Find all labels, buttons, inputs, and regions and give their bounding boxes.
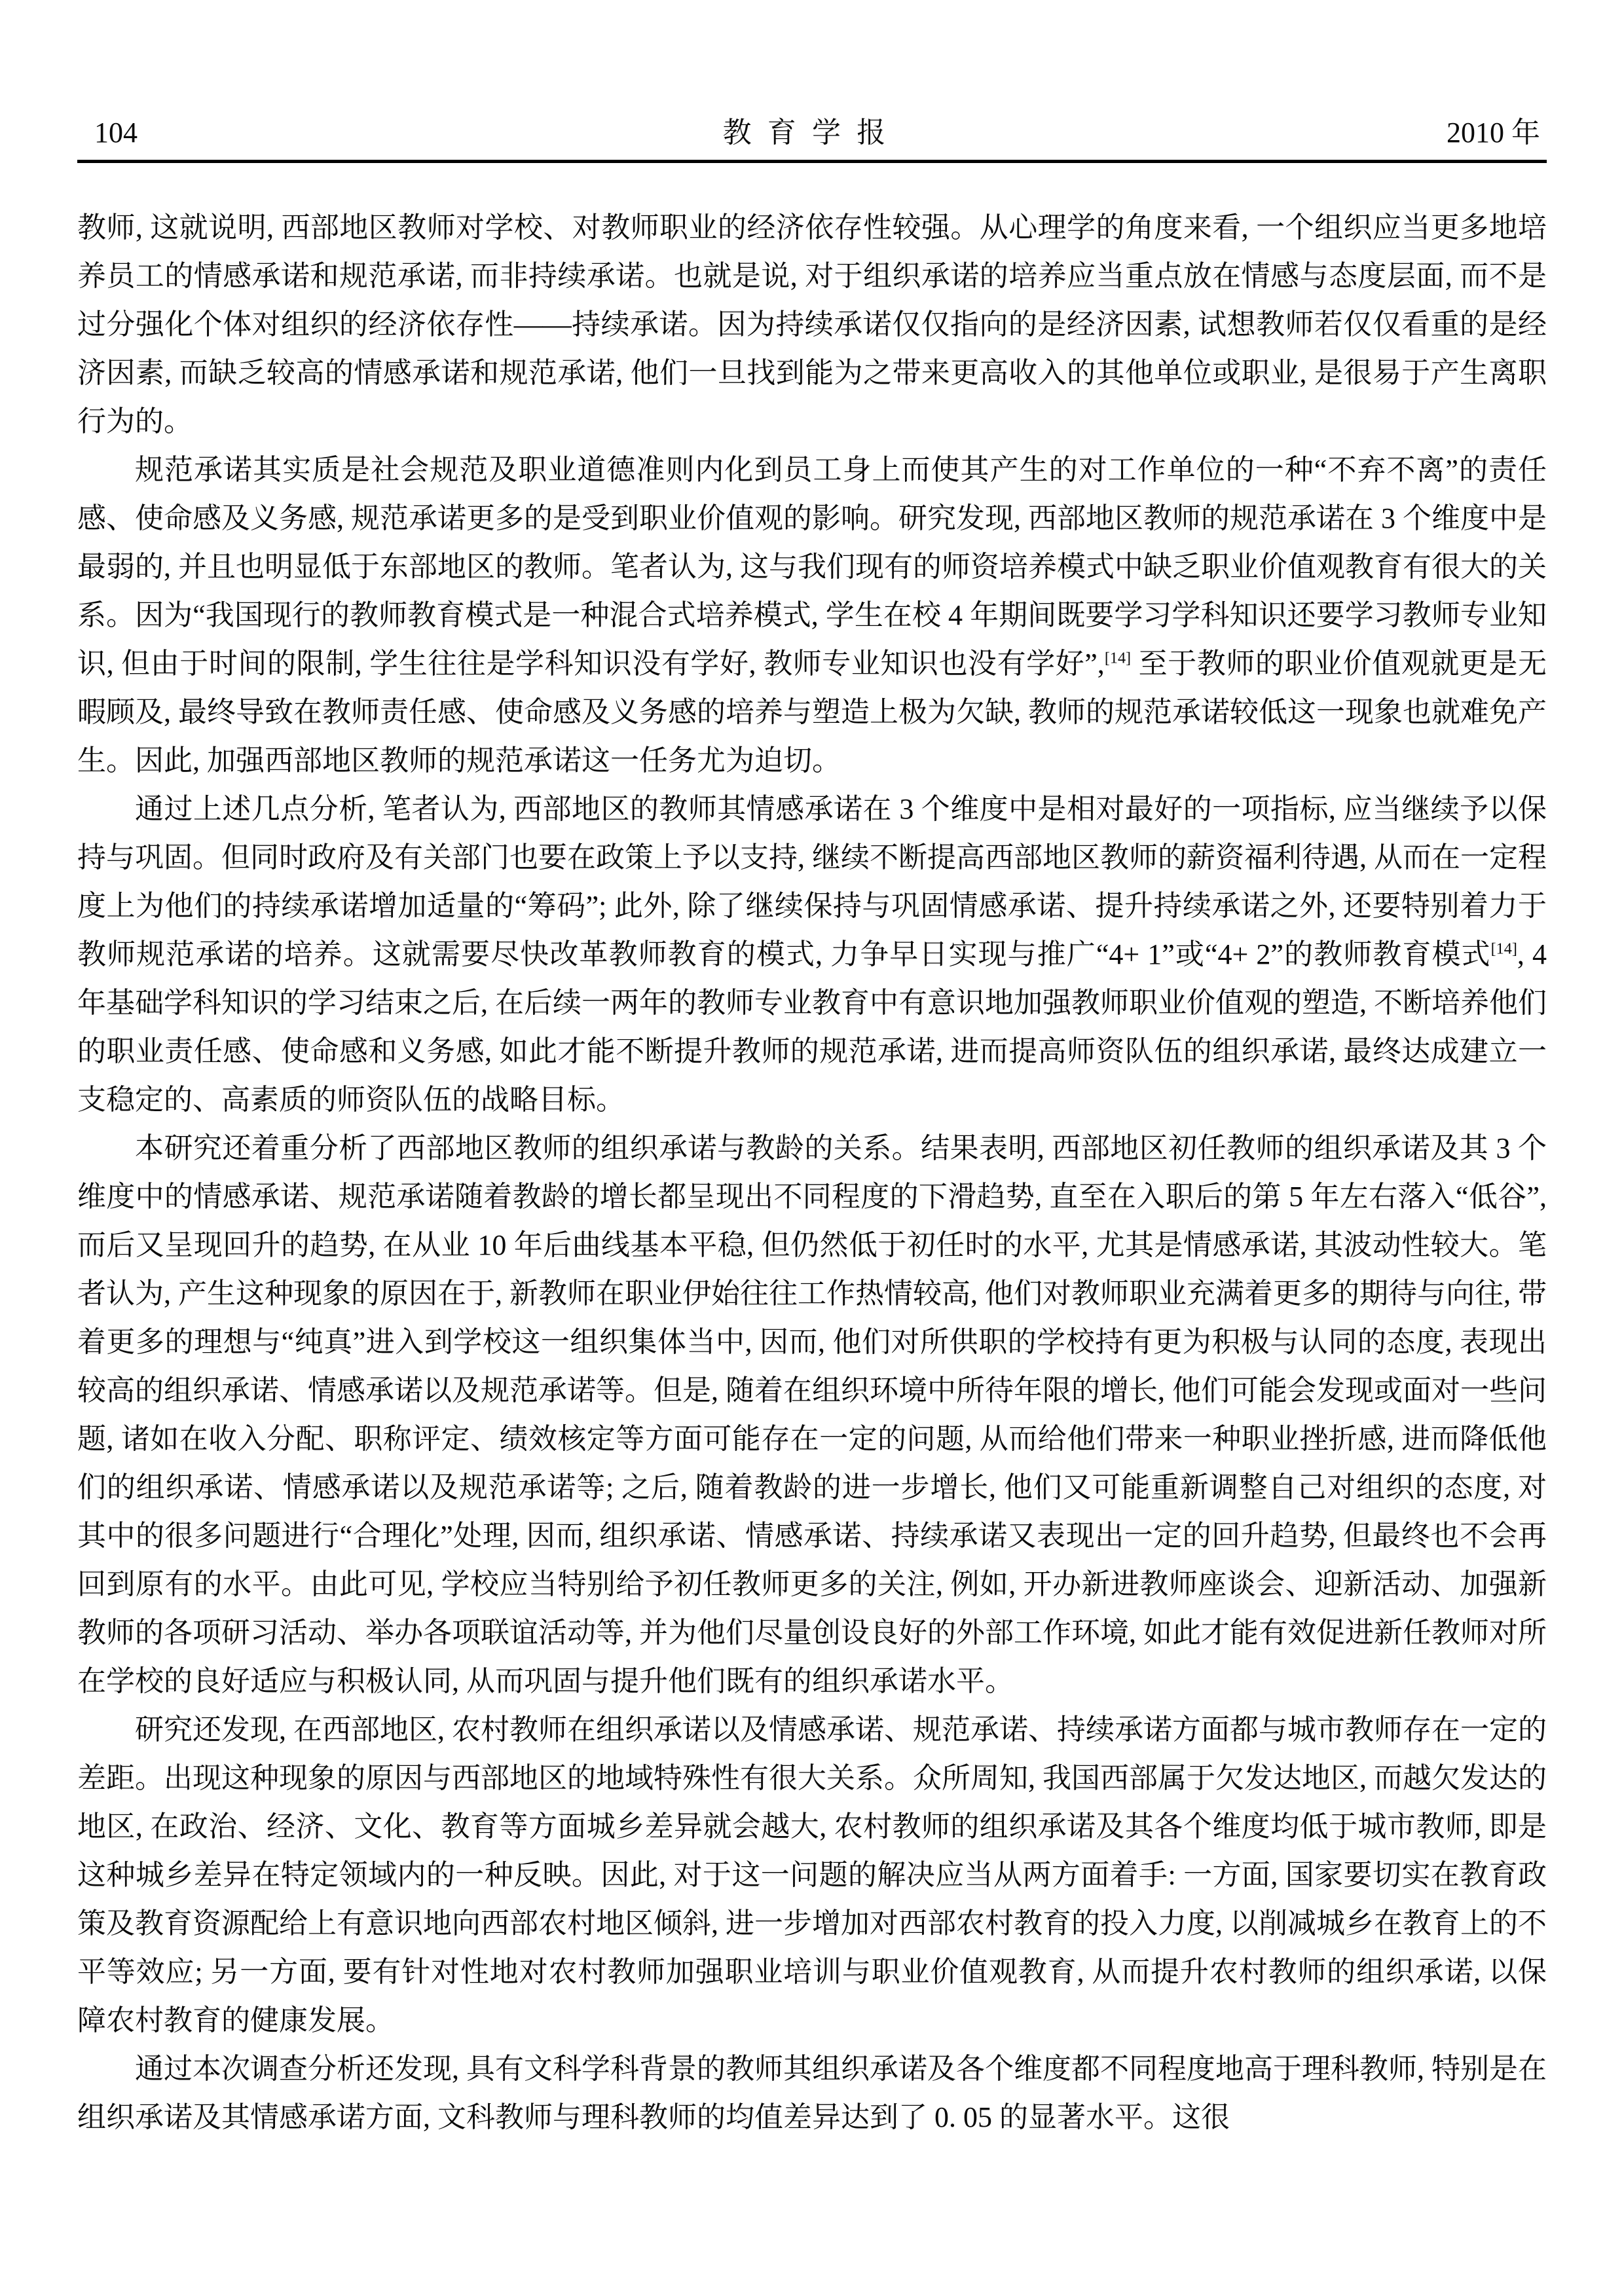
body-text <box>77 204 1547 2142</box>
paragraph <box>77 204 1547 446</box>
text-run: 研究还发现, 在西部地区, 农村教师在组织承诺以及情感承诺、规范承诺、持续承诺方面都与城市教师存在一定的差距。出现这种现象的原因与西部地区的地域特殊性有很大关系。众所周知, 我国西部属于欠发达地区, 而越欠发达的地区, 在政治、经济、文化、教育等方面城乡差异就会越大, 农村教师的组织承诺及其各个维度均低于城市教师, 即是这种城乡差异在特定领域内的一种反映。因此, 对于这一问题的解决应当从两方面着手: 一方面, 国家要切实在教育政策及教育资源配给上有意识地向西部农村地区倾斜, 进一步增加对西部农村教育的投入力度, 以削减城乡在教育上的不平等效应; 另一方面, 要有针对性地对农村教师加强职业培训与职业价值观教育, 从而提升农村教师的组织承诺, 以保障农村教育的健康发展。 <box>77 1714 1547 2036</box>
page-number: 104 <box>94 117 138 149</box>
paragraph <box>77 785 1547 1124</box>
paragraph <box>77 1124 1547 1706</box>
text-run: , 4 年基础学科知识的学习结束之后, 在后续一两年的教师专业教育中有意识地加强教师职业价值观的塑造, 不断培养他们的职业责任感、使命感和义务感, 如此才能不断提升教师的规范承诺, 进而提高师资队伍的组织承诺, 最终达成建立一支稳定的、高素质的师资队伍的战略目标。 <box>77 938 1547 1116</box>
issue-year: 2010 年 <box>1447 117 1540 149</box>
text-run: 本研究还着重分析了西部地区教师的组织承诺与教龄的关系。结果表明, 西部地区初任教师的组织承诺及其 3 个维度中的情感承诺、规范承诺随着教龄的增长都呈现出不同程度的下滑趋势, 直至在入职后的第 5 年左右落入“低谷”, 而后又呈现回升的趋势, 在从业 10 年后曲线基本平稳, 但仍然低于初任时的水平, 尤其是情感承诺, 其波动性较大。笔者认为, 产生这种现象的原因在于, 新教师在职业伊始往往工作热情较高, 他们对教师职业充满着更多的期待与向往, 带着更多的理想与“纯真”进入到学校这一组织集体当中, 因而, 他们对所供职的学校持有更为积极与认同的态度, 表现出较高的组织承诺、情感承诺以及规范承诺等。但是, 随着在组织环境中所待年限的增长, 他们可能会发现或面对一些问题, 诸如在收入分配、职称评定、绩效核定等方面可能存在一定的问题, 从而给他们带来一种职业挫折感, 进而降低他们的组织承诺、情感承诺以及规范承诺等; 之后, 随着教龄的进一步增长, 他们又可能重新调整自己对组织的态度, 对其中的很多问题进行“合理化”处理, 因而, 组织承诺、情感承诺、持续承诺又表现出一定的回升趋势, 但最终也不会再回到原有的水平。由此可见, 学校应当特别给予初任教师更多的关注, 例如, 开办新进教师座谈会、迎新活动、加强新教师的各项研习活动、举办各项联谊活动等, 并为他们尽量创设良好的外部工作环境, 如此才能有效促进新任教师对所在学校的良好适应与积极认同, 从而巩固与提升他们既有的组织承诺水平。 <box>77 1132 1547 1697</box>
text-run: 通过本次调查分析还发现, 具有文科学科背景的教师其组织承诺及各个维度都不同程度地高于理科教师, 特别是在组织承诺及其情感承诺方面, 文科教师与理科教师的均值差异达到了 0. 05 的显著水平。这很 <box>77 2053 1547 2133</box>
reference-superscript: [14] <box>1490 940 1517 958</box>
text-run: 通过上述几点分析, 笔者认为, 西部地区的教师其情感承诺在 3 个维度中是相对最好的一项指标, 应当继续予以保持与巩固。但同时政府及有关部门也要在政策上予以支持, 继续不断提高西部地区教师的薪资福利待遇, 从而在一定程度上为他们的持续承诺增加适量的“筹码”; 此外, 除了继续保持与巩固情感承诺、提升持续承诺之外, 还要特别着力于教师规范承诺的培养。这就需要尽快改革教师教育的模式, 力争早日实现与推广“4+ 1”或“4+ 2”的教师教育模式 <box>77 793 1547 970</box>
paragraph <box>77 1706 1547 2045</box>
page-header <box>77 117 1547 149</box>
text-run: 规范承诺其实质是社会规范及职业道德准则内化到员工身上而使其产生的对工作单位的一种“不弃不离”的责任感、使命感及义务感, 规范承诺更多的是受到职业价值观的影响。研究发现, 西部地区教师的规范承诺在 3 个维度中是最弱的, 并且也明显低于东部地区的教师。笔者认为, 这与我们现有的师资培养模式中缺乏职业价值观教育有很大的关系。因为“我国现行的教师教育模式是一种混合式培养模式, 学生在校 4 年期间既要学习学科知识还要学习教师专业知识, 但由于时间的限制, 学生往往是学科知识没有学好, 教师专业知识也没有学好”, <box>77 454 1547 680</box>
text-run: 教师, 这就说明, 西部地区教师对学校、对教师职业的经济依存性较强。从心理学的角度来看, 一个组织应当更多地培养员工的情感承诺和规范承诺, 而非持续承诺。也就是说, 对于组织承诺的培养应当重点放在情感与态度层面, 而不是过分强化个体对组织的经济依存性——持续承诺。因为持续承诺仅仅指向的是经济因素, 试想教师若仅仅看重的是经济因素, 而缺乏较高的情感承诺和规范承诺, 他们一旦找到能为之带来更高收入的其他单位或职业, 是很易于产生离职行为的。 <box>77 211 1547 437</box>
paragraph <box>77 2045 1547 2142</box>
reference-superscript: [14] <box>1104 649 1132 667</box>
header-rule <box>77 160 1547 163</box>
text-run: 至于教师的职业价值观就更是无暇顾及, 最终导致在教师责任感、使命感及义务感的培养与塑造上极为欠缺, 教师的规范承诺较低这一现象也就难免产生。因此, 加强西部地区教师的规范承诺这一任务尤为迫切。 <box>77 648 1547 777</box>
journal-title: 教育学报 <box>722 117 902 149</box>
paragraph <box>77 446 1547 785</box>
